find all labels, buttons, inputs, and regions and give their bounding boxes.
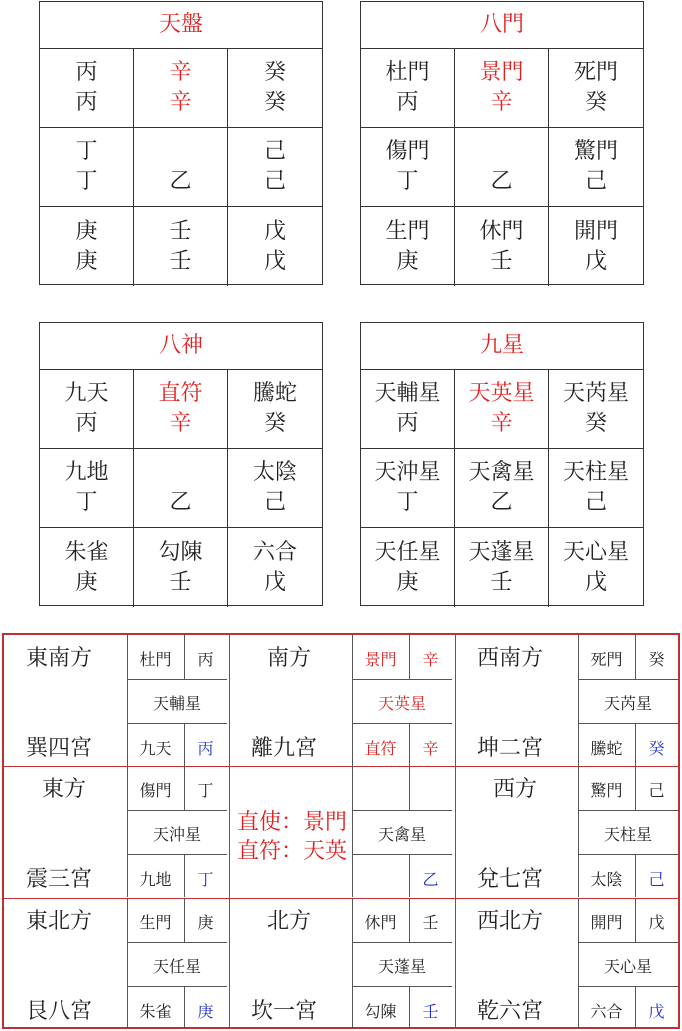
grid-line [127, 810, 227, 811]
god-stem: 庚 [197, 1002, 214, 1021]
door-stem: 戊 [648, 913, 665, 932]
cell-stem: 戊 [263, 569, 286, 595]
god-stem: 戊 [648, 1002, 665, 1021]
cell-label: 杜門 [385, 60, 430, 85]
cell-label: 天心星 [562, 539, 629, 565]
table-title: 八門 [361, 2, 643, 49]
door-stem: 丁 [197, 781, 214, 800]
table-cell [455, 528, 549, 607]
grid-line [578, 679, 678, 680]
star-label: 天柱星 [603, 825, 652, 844]
cell-label: 朱雀 [64, 539, 109, 565]
cell-stem: 戊 [584, 248, 607, 274]
cell-stem: 辛 [490, 90, 513, 115]
door-label: 開門 [590, 913, 623, 932]
cell-stem: 癸 [263, 90, 286, 115]
table-cell [361, 49, 455, 128]
cell-label: 天輔星 [374, 381, 441, 406]
cell-stem: 戊 [263, 248, 286, 274]
palace-name: 乾六宮 [477, 999, 544, 1024]
cell-stem: 丙 [396, 90, 419, 115]
table-cell [361, 370, 455, 449]
palace-name: 艮八宮 [26, 999, 93, 1024]
cell-stem: 丁 [75, 490, 98, 515]
cell-stem: 辛 [169, 411, 192, 436]
table-title: 九星 [361, 323, 643, 370]
table-jiuxing [360, 322, 644, 606]
cell-stem: 己 [263, 490, 286, 515]
god-label: 騰蛇 [590, 739, 623, 758]
star-label: 天英星 [377, 694, 426, 713]
god-label: 朱雀 [139, 1002, 172, 1021]
cell-label: 休門 [479, 218, 524, 244]
cell-stem: 乙 [169, 169, 192, 194]
cell-stem: 癸 [584, 411, 607, 436]
cell-stem: 庚 [396, 248, 419, 274]
door-stem: 庚 [197, 913, 214, 932]
table-cell [361, 128, 455, 207]
grid-line [127, 986, 227, 987]
palace-direction: 東北方 [26, 909, 93, 934]
god-stem: 壬 [422, 1002, 439, 1021]
star-label: 天芮星 [603, 694, 652, 713]
cell-label: 天蓬星 [468, 539, 535, 565]
god-label: 直符 [364, 739, 397, 758]
cell-label: 辛 [169, 60, 192, 85]
cell-label: 天英星 [468, 381, 535, 406]
cell-stem: 壬 [169, 569, 192, 595]
table-cell [134, 528, 228, 607]
palace-direction: 西北方 [477, 909, 544, 934]
table-cell [40, 207, 134, 286]
star-label: 天輔星 [152, 694, 201, 713]
table-cell [228, 49, 322, 128]
grid-line [578, 942, 678, 943]
cell-stem: 戊 [584, 569, 607, 595]
cell-label: 勾陳 [158, 539, 203, 565]
cell-stem: 丙 [75, 90, 98, 115]
palace-direction: 北方 [267, 909, 312, 934]
star-label: 天任星 [152, 957, 201, 976]
table-cell [134, 49, 228, 128]
palace-direction: 南方 [267, 646, 312, 671]
cell-stem: 丁 [396, 490, 419, 515]
star-label: 天沖星 [152, 825, 201, 844]
table-cell [40, 49, 134, 128]
table-cell [549, 370, 643, 449]
cell-stem: 辛 [490, 411, 513, 436]
palace-name: 坤二宮 [477, 736, 544, 761]
table-cell [228, 528, 322, 607]
cell-stem: 乙 [490, 169, 513, 194]
table-cell [549, 207, 643, 286]
cell-stem: 丙 [396, 411, 419, 436]
cell-stem: 己 [584, 169, 607, 194]
cell-stem: 庚 [75, 248, 98, 274]
door-label: 死門 [590, 650, 623, 669]
god-stem: 辛 [422, 739, 439, 758]
cell-label: 騰蛇 [252, 381, 297, 406]
center-zhifu: 直符：天英 [237, 839, 348, 864]
cell-label: 丙 [75, 60, 98, 85]
cell-stem: 辛 [169, 90, 192, 115]
table-cell [455, 128, 549, 207]
nine-palace-chart [2, 633, 680, 1029]
table-cell [455, 49, 549, 128]
table-cell [455, 449, 549, 528]
god-stem: 丁 [197, 870, 214, 889]
table-title: 天盤 [40, 2, 322, 49]
table-cell [134, 449, 228, 528]
cell-label: 太陰 [252, 460, 297, 485]
cell-label: 死門 [573, 60, 618, 85]
grid-line [127, 854, 227, 855]
grid-line [352, 679, 452, 680]
table-cell [455, 370, 549, 449]
cell-label: 驚門 [573, 139, 618, 164]
cell-stem: 壬 [169, 248, 192, 274]
table-cell [134, 370, 228, 449]
door-stem: 辛 [422, 650, 439, 669]
cell-stem: 庚 [396, 569, 419, 595]
grid-line [127, 723, 227, 724]
table-cell [40, 449, 134, 528]
cell-stem: 癸 [584, 90, 607, 115]
god-label: 六合 [590, 1002, 623, 1021]
palace-name: 坎一宮 [251, 999, 318, 1024]
cell-stem: 乙 [169, 490, 192, 515]
cell-label: 景門 [479, 60, 524, 85]
grid-line [127, 942, 227, 943]
cell-label: 天芮星 [562, 381, 629, 406]
palace-name: 震三宮 [26, 867, 93, 892]
cell-label: 己 [263, 139, 286, 164]
palace-divider [455, 635, 456, 1027]
table-cell [549, 528, 643, 607]
cell-label: 天任星 [374, 539, 441, 565]
table-cell [228, 449, 322, 528]
palace-name: 離九宮 [251, 736, 318, 761]
door-stem: 癸 [648, 650, 665, 669]
palace-direction: 西方 [493, 777, 538, 802]
cell-label: 丁 [75, 139, 98, 164]
table-cell [455, 207, 549, 286]
table-cell [549, 128, 643, 207]
table-tianpan [39, 1, 323, 285]
grid-line [578, 723, 678, 724]
cell-stem: 丁 [75, 169, 98, 194]
table-cell [361, 449, 455, 528]
center-zhishi: 直使：景門 [237, 810, 348, 835]
cell-stem: 己 [263, 169, 286, 194]
grid-line [578, 810, 678, 811]
cell-stem: 庚 [75, 569, 98, 595]
star-label: 天心星 [603, 957, 652, 976]
cell-label: 癸 [263, 60, 286, 85]
table-cell [361, 207, 455, 286]
cell-stem: 乙 [490, 490, 513, 515]
grid-line [352, 942, 452, 943]
cell-stem: 壬 [490, 569, 513, 595]
table-cell [228, 128, 322, 207]
grid-line [578, 854, 678, 855]
god-label: 九天 [139, 739, 172, 758]
table-cell [228, 207, 322, 286]
table-cell [134, 207, 228, 286]
table-cell [40, 370, 134, 449]
cell-label: 九天 [64, 381, 109, 406]
palace-direction: 西南方 [477, 646, 544, 671]
door-label: 杜門 [139, 650, 172, 669]
god-label: 九地 [139, 870, 172, 889]
star-label: 天蓬星 [377, 957, 426, 976]
palace-divider [4, 766, 678, 767]
grid-line [578, 986, 678, 987]
star-label: 天禽星 [377, 825, 426, 844]
door-label: 景門 [364, 650, 397, 669]
grid-line [352, 810, 452, 811]
cell-label: 天禽星 [468, 460, 535, 485]
god-stem: 丙 [197, 739, 214, 758]
cell-stem: 癸 [263, 411, 286, 436]
grid-line [352, 986, 452, 987]
god-stem: 乙 [422, 870, 439, 889]
door-label: 傷門 [139, 781, 172, 800]
table-cell [361, 528, 455, 607]
cell-stem: 丙 [75, 411, 98, 436]
god-label: 勾陳 [364, 1002, 397, 1021]
cell-label: 開門 [573, 218, 618, 244]
palace-name: 兌七宮 [477, 867, 544, 892]
cell-stem: 壬 [490, 248, 513, 274]
door-stem: 壬 [422, 913, 439, 932]
table-bashen [39, 322, 323, 606]
door-label: 休門 [364, 913, 397, 932]
table-cell [228, 370, 322, 449]
palace-direction: 東南方 [26, 646, 93, 671]
cell-stem: 己 [584, 490, 607, 515]
cell-label: 九地 [64, 460, 109, 485]
grid-line [352, 723, 452, 724]
grid-line [409, 766, 410, 810]
cell-stem: 丁 [396, 169, 419, 194]
cell-label: 傷門 [385, 139, 430, 164]
god-stem: 己 [648, 870, 665, 889]
grid-line [127, 679, 227, 680]
cell-label: 壬 [169, 218, 192, 244]
cell-label: 天柱星 [562, 460, 629, 485]
table-cell [549, 449, 643, 528]
door-label: 驚門 [590, 781, 623, 800]
palace-direction: 東方 [42, 777, 87, 802]
table-bamen [360, 1, 644, 285]
door-label: 生門 [139, 913, 172, 932]
god-label: 太陰 [590, 870, 623, 889]
god-stem: 癸 [648, 739, 665, 758]
table-title: 八神 [40, 323, 322, 370]
table-cell [40, 528, 134, 607]
palace-divider [4, 898, 678, 899]
palace-name: 巽四宮 [26, 736, 93, 761]
door-stem: 丙 [197, 650, 214, 669]
cell-label: 六合 [252, 539, 297, 565]
grid-line [352, 854, 452, 855]
table-cell [549, 49, 643, 128]
cell-label: 戊 [263, 218, 286, 244]
table-cell [134, 128, 228, 207]
door-stem: 己 [648, 781, 665, 800]
cell-label: 生門 [385, 218, 430, 244]
palace-divider [229, 635, 230, 1027]
cell-label: 直符 [158, 381, 203, 406]
cell-label: 天沖星 [374, 460, 441, 485]
cell-label: 庚 [75, 218, 98, 244]
table-cell [40, 128, 134, 207]
